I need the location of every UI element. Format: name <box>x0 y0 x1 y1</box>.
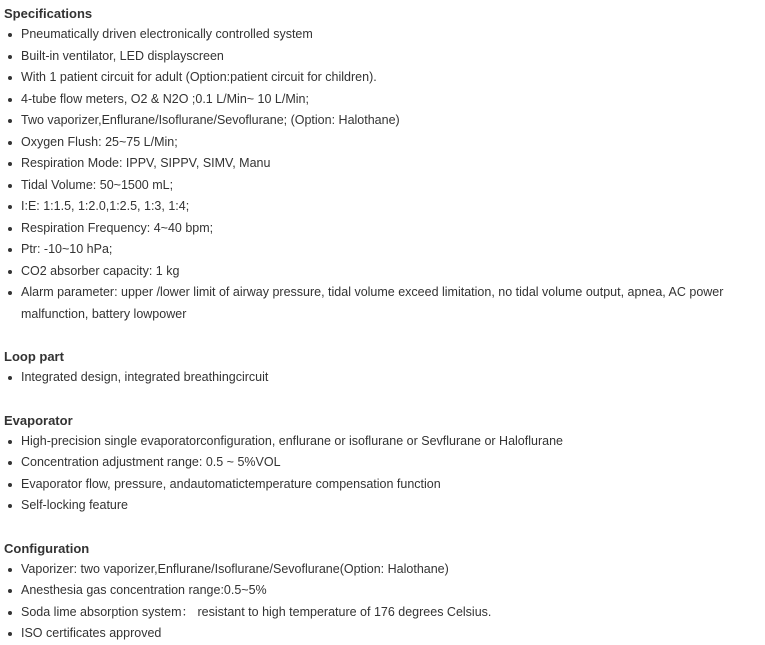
list-item-text: I:E: 1:1.5, 1:2.0,1:2.5, 1:3, 1:4; <box>21 199 190 213</box>
bullet-icon <box>8 504 12 508</box>
specifications-section <box>4 3 761 325</box>
list-item-text: Anesthesia gas concentration range:0.5~5% <box>21 583 267 597</box>
list-item-text: Integrated design, integrated breathingcircuit <box>21 370 269 384</box>
list-item-text: Tidal Volume: 50~1500 mL; <box>21 177 174 192</box>
configuration-section <box>4 538 761 645</box>
list-item <box>4 175 761 197</box>
list-item <box>4 559 761 581</box>
bullet-icon <box>8 33 12 37</box>
list-item <box>4 46 761 68</box>
loop-part-section <box>4 346 761 389</box>
bullet-icon <box>8 589 12 593</box>
spec-list <box>4 24 761 325</box>
bullet-icon <box>8 461 12 465</box>
list-item <box>4 24 761 46</box>
bullet-icon <box>8 483 12 487</box>
list-item-text: Soda lime absorption system： resistant to high temperature of 176 degrees Celsius. <box>21 604 492 619</box>
configuration-list <box>4 559 761 645</box>
list-item <box>4 67 761 89</box>
list-item <box>4 282 761 325</box>
evaporator-list <box>4 431 761 517</box>
list-item <box>4 580 761 602</box>
bullet-icon <box>8 141 12 145</box>
list-item <box>4 452 761 474</box>
bullet-icon <box>8 98 12 102</box>
bullet-icon <box>8 227 12 231</box>
list-item-text: Respiration Mode: IPPV, SIPPV, SIMV, Manu <box>21 156 271 170</box>
section-title: Evaporator <box>4 412 73 428</box>
loop-part-list <box>4 367 761 389</box>
list-item-text: Oxygen Flush: 25~75 L/Min; <box>21 134 178 149</box>
list-item <box>4 110 761 132</box>
list-item <box>4 495 761 517</box>
list-item <box>4 367 761 389</box>
list-item <box>4 239 761 261</box>
list-item <box>4 196 761 218</box>
list-item-text: Ptr: -10~10 hPa; <box>21 242 113 256</box>
list-item-text: 4-tube flow meters, O2 & N2O ;0.1 L/Min~ 10 L/Min; <box>21 91 309 106</box>
section-title: Configuration <box>4 540 90 556</box>
bullet-icon <box>8 376 12 380</box>
section-title: Specifications <box>4 6 93 21</box>
list-item <box>4 431 761 453</box>
list-item-text: Alarm parameter: upper /lower limit of airway pressure, tidal volume exceed limitation, no tidal volume output, apnea, AC power malfunction, battery lowpower <box>21 285 724 321</box>
bullet-icon <box>8 291 12 295</box>
list-item-text: Evaporator flow, pressure, andautomatictemperature compensation function <box>21 476 441 491</box>
list-item-text: Concentration adjustment range: 0.5 ~ 5%VOL <box>21 455 281 469</box>
list-item-text: With 1 patient circuit for adult (Option:patient circuit for children). <box>21 70 377 84</box>
list-item-text: Self-locking feature <box>21 498 129 512</box>
list-item-text: Respiration Frequency: 4~40 bpm; <box>21 220 214 235</box>
list-item-text: CO2 absorber capacity: 1 kg <box>21 263 180 278</box>
list-item-text: Two vaporizer,Enflurane/Isoflurane/Sevoflurane; (Option: Halothane) <box>21 113 400 127</box>
section-title: Loop part <box>4 349 64 364</box>
list-item <box>4 261 761 283</box>
bullet-icon <box>8 119 12 123</box>
list-item <box>4 623 761 645</box>
list-item-text: High-precision single evaporatorconfiguration, enflurane or isoflurane or Sevflurane or Haloflurane <box>21 433 563 448</box>
list-item-text: Vaporizer: two vaporizer,Enflurane/Isoflurane/Sevoflurane(Option: Halothane) <box>21 561 449 576</box>
bullet-icon <box>8 568 12 572</box>
list-item-text: Built-in ventilator, LED displayscreen <box>21 48 224 63</box>
bullet-icon <box>8 184 12 188</box>
bullet-icon <box>8 205 12 209</box>
bullet-icon <box>8 76 12 80</box>
list-item <box>4 89 761 111</box>
bullet-icon <box>8 248 12 252</box>
list-item <box>4 474 761 496</box>
list-item <box>4 602 761 624</box>
list-item <box>4 153 761 175</box>
bullet-icon <box>8 632 12 636</box>
list-item-text: Pneumatically driven electronically controlled system <box>21 27 313 41</box>
list-item <box>4 218 761 240</box>
bullet-icon <box>8 270 12 274</box>
list-item-text: ISO certificates approved <box>21 626 162 640</box>
evaporator-section <box>4 410 761 517</box>
list-item <box>4 132 761 154</box>
product-spec-document <box>4 3 761 645</box>
bullet-icon <box>8 440 12 444</box>
bullet-icon <box>8 162 12 166</box>
bullet-icon <box>8 611 12 615</box>
bullet-icon <box>8 55 12 59</box>
